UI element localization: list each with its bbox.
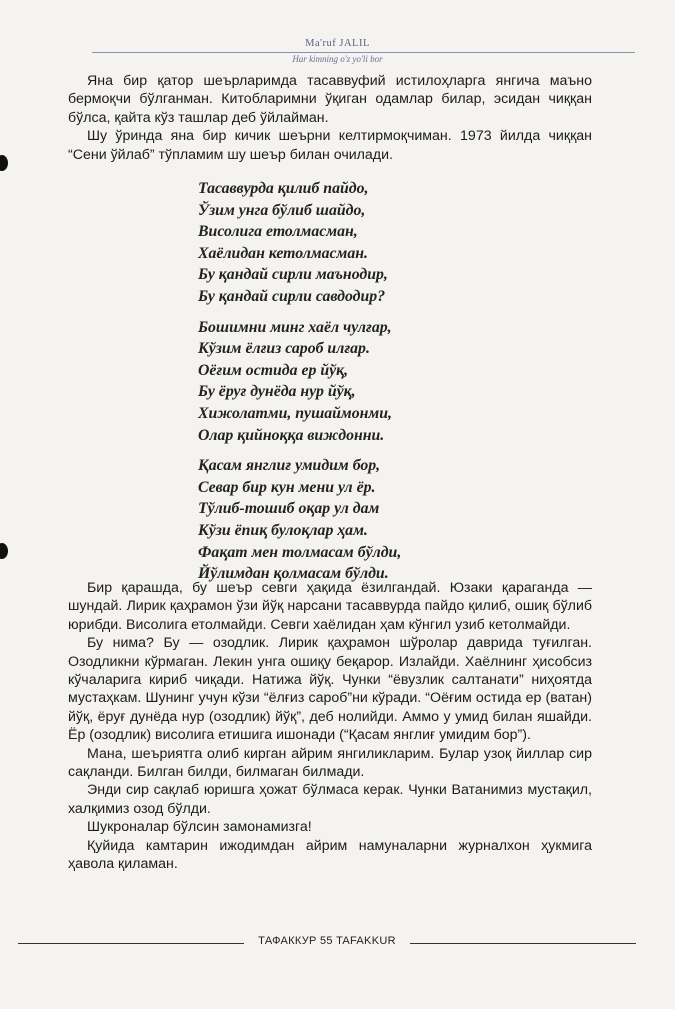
poem-line: Қасам янглиғ умидим бор,: [198, 457, 381, 475]
poem-line: Бошимни минг хаёл чулғар,: [198, 318, 392, 336]
poem-line: Тўлиб-тошиб оқар ул дам: [198, 500, 380, 518]
poem-line: Оёғим остида ер йўқ,: [198, 361, 349, 379]
analysis-text: [68, 579, 592, 874]
poem-line: Хижолатми, пушаймонми,: [198, 404, 392, 422]
poem-line: Хаёлидан кетолмасман.: [198, 244, 368, 262]
poem-line: Бу ёруғ дунёда нур йўқ,: [198, 383, 356, 401]
paragraph: Шукроналар бўлсин замонамизга!: [87, 819, 312, 836]
paragraph: Шу ўринда яна бир кичик шеърни келтирмоқчиман. 1973 йилда чиққан “Сени ўйлаб” тўпламим шу шеър билан очилади.: [68, 128, 592, 163]
page-footer: [18, 935, 636, 951]
header-author: Ma'ruf JALIL: [305, 38, 370, 49]
poem-stanza-3: [198, 455, 498, 585]
paragraph: Энди сир сақлаб юришга ҳожат бўлмаса керак. Чунки Ватанимиз мустақил, халқимиз озод бўлди.: [68, 782, 592, 817]
paragraph: Бир қарашда, бу шеър севги ҳақида ёзилгандай. Юзаки қараганда — шундай. Лирик қаҳрамон ўзи йўқ нарсани тасаввурда пайдо қилиб, ошиқ бўлиб юрибди. Висолига етолмайди. Севги хаёлидан ҳам кўнгил узиб кетолмайди.: [68, 580, 592, 633]
binder-hole-top: [0, 155, 8, 171]
poem-line: Йўлимдан қолмасам бўлди.: [198, 565, 389, 583]
poem-line: Кўзим ёлғиз сароб илғар.: [198, 340, 370, 358]
paragraph: Қуйида камтарин ижодимдан айрим намуналарни журналхон ҳукмига ҳавола қиламан.: [68, 837, 592, 873]
header-subtitle: Har kimning o'z yo'li bor: [292, 54, 383, 64]
footer-text: ТАФАККУР 55 TAFAKKUR: [258, 935, 396, 947]
poem-line: Кўзи ёпиқ булоқлар ҳам.: [198, 521, 368, 539]
poem-line: Тасаввурда қилиб пайдо,: [198, 180, 369, 197]
header-rule: [92, 52, 635, 53]
poem-stanza-1: [198, 178, 498, 308]
poem-line: Висолига етолмасман,: [198, 223, 358, 241]
poem-line: Бу қандай сирли савдодир?: [198, 287, 386, 305]
footer-rule-right: [410, 943, 636, 944]
binder-hole-bottom: [0, 543, 8, 559]
poem-line: Фақат мен толмасам бўлди,: [198, 543, 402, 561]
poem-line: Ўзим унга бўлиб шайдо,: [198, 201, 366, 219]
intro-text: [68, 72, 592, 164]
poem-line: Бу қандай сирли маънодир,: [198, 266, 388, 284]
paragraph: Бу нима? Бу — озодлик. Лирик қаҳрамон шўролар даврида туғилган. Озодликни кўрмаган. Лекин унга ошиқу беқарор. Излайди. Хаёлнинг ҳисобсиз кўчаларига кириб чиқади. Натижа йўқ. Чунки “ёвузлик салтанати” ниҳоятда мустаҳкам. Шунинг учун кўзи “ёлғиз сароб”ни кўради. “Оёғим остида ер (ватан) йўқ, ёруғ дунёда нур (озодлик) йўқ”, деб нолийди. Аммо у умид билан яшайди. Ёр (озодлик) висолига етишига ишонади (“Қасам янглиғ умидим бор”).: [68, 635, 592, 744]
poem: [198, 178, 498, 594]
poem-line: Олар қийноққа виждонни.: [198, 426, 385, 444]
paragraph: Мана, шеъриятга олиб кирган айрим янгиликларим. Булар узоқ йиллар сир сақланди. Билган билди, билмаган билмади.: [68, 745, 592, 781]
poem-line: Севар бир кун мени ул ёр.: [198, 478, 376, 496]
poem-stanza-2: [198, 317, 498, 447]
paragraph: Яна бир қатор шеърларимда тасаввуфий истилоҳларга янгича маъно бермоқчи бўлганман. Китобларимни ўқиган одамлар билар, эсидан чиққан бўлса, қайта кўз ташлар деб ўйлайман.: [68, 73, 592, 126]
